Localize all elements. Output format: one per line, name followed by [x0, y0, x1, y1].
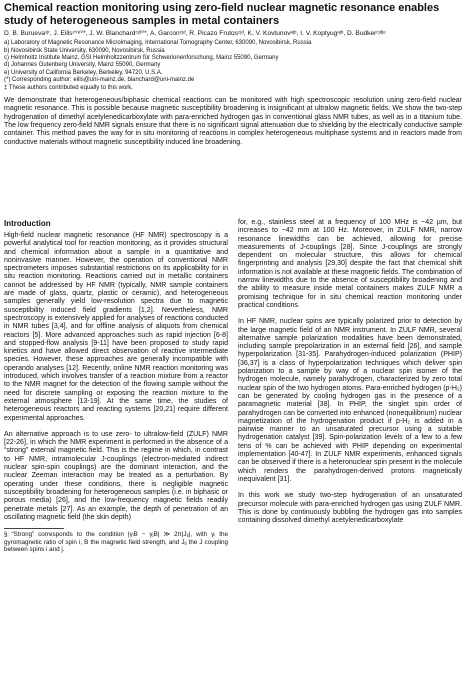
- corresponding-author: (*) Corresponding author: eills@uni-mainz.de, blanchard@uni-mainz.de: [4, 77, 195, 84]
- body-columns: [4, 219, 462, 699]
- author-list: D. B. Burueva¹ʲʳ, J. Eillsᶜⱽᵉⱽ*, J. W. Blanchardᶜʲᵈⱽ*, A. Garconᶜʲᵈ, R. Picazo Frutosᶜʲᵈ, K. V. Kovtunovᵃʲᵇ, I. V. Koptyugᵃʲᵇ, D. Budkerᶜʲᵈʲᵉ: [4, 30, 386, 37]
- affiliation-d: d) Johannes Gutenberg University, Mainz 55090, Germany: [4, 62, 161, 69]
- footnote: § “Strong” corresponds to the condition |γᵢB − γⱼB| ≫ 2π|Jᵢⱼ|, with γᵢ the gyromagnetic ratio of spin i, B the magnetic field strength, and Jᵢⱼ the J coupling between spins i and j.: [4, 531, 228, 554]
- paper-title: Chemical reaction monitoring using zero-field nuclear magnetic resonance enables study of heterogeneous samples in metal containers: [4, 2, 440, 27]
- left-column: [4, 219, 228, 554]
- footnote-divider: [4, 528, 64, 529]
- affiliation-c: c) Helmholtz Institute Mainz, GSI Helmholtzzentrum für Schwerionenforschung, Mainz 55090, Germany: [4, 55, 279, 62]
- intro-paragraph-4: In HF NMR, nuclear spins are typically polarized prior to detection by the large magnetic field of an NMR instrument. In ZULF NMR, several alternative sample polarization modalities have been demonstrated, including sample prepolarization in an external field [26], and sample hyperpolarization [31-35]. Parahydrogen-induced polarization (PHIP) [36,37] is a class of hyperpolarization techniques which deliver spin polarization to a sample by way of a nuclear spin isomer of the hydrogen molecule, namely parahydrogen, characterized by zero total nuclear spin of the two hydrogen atoms. Para-enriched hydrogen (p-H₂) can be generated by cooling hydrogen gas in the presence of a paramagnetic material [38]. In PHIP, the singlet spin order of parahydrogen can be converted into enhanced (nonequilibrium) nuclear magnetization of the hydrogenation product if p-H₂ is added in a pairwise manner to an unsaturated precursor using a suitable hydrogenation catalyst [39]. Spin-polarization levels of a few to a few tens of % can be achieved with PHIP depending on experimental implementation [40-47]. In ZULF NMR experiments, enhanced signals can be observed if there is a heteronuclear spin present in the molecule which renders the parahydrogen-derived protons magnetically inequivalent [31].: [238, 318, 462, 483]
- equal-contribution-note: ‡ These authors contributed equally to this work.: [4, 84, 133, 91]
- abstract: We demonstrate that heterogeneous/biphasic chemical reactions can be monitored with high spectroscopic resolution using zero-field nuclear magnetic resonance. This is possible because magnetic susceptibility broadening is insignificant at ultralow magnetic fields. We show the two-step hydrogenation of dimethyl acetylenedicarboxylate with para-enriched hydrogen gas in conventional glass NMR tubes, as well as in a titanium tube. The low frequency zero-field NMR signals ensure that there is no significant signal attenuation due to shielding by the electrically conductive sample container. This method paves the way for in situ monitoring of reactions in complex heterogeneous multiphase systems and in reactors made from conductive materials without magnetic susceptibility induced line broadening.: [4, 97, 462, 146]
- section-title-introduction: Introduction: [4, 219, 51, 228]
- affiliation-e: e) University of California Berkeley, Berkeley, 94720, U.S.A.: [4, 69, 163, 76]
- affiliation-a: a) Laboratory of Magnetic Resonance Microimaging, International Tomography Center, 630090, Novosibirsk, Russia: [4, 40, 312, 47]
- intro-paragraph-1: High-field nuclear magnetic resonance (HF NMR) spectroscopy is a powerful analytical tool for reaction monitoring, as it provides structural and chemical information about a sample in a quantitative and noninvasive manner. However, the operation of conventional NMR spectrometers imposes substantial restrictions on its applicability for in situ reaction monitoring. Reactions carried out in metallic containers cannot be addressed by HF NMR (typically, NMR sample containers are made of glass, quartz, plastic or ceramic), and heterogeneous samples generally yield low-resolution spectra due to magnetic susceptibility induced field gradients [1,2]. Nevertheless, NMR spectroscopy is extensively applied for analyses of reactions conducted in NMR tubes [3,4], and for offline analysis of aliquots from chemical reactors [5]. More advanced approaches such as rapid injection [6-8] and stopped-flow analysis [9-11] have been proposed to study rapid kinetics and have allowed direct observation of reactive intermediate species. However, these approaches are generally incompatible with operando analyses [12]. Recently, online NMR reaction monitoring was introduced, which involves transfer of a reaction mixture from a reactor to the NMR magnet for the detection of the flowing sample without the need for discrete sampling or exposing the reaction mixture to the external atmosphere [13-19]. At the same time, the studies of heterogeneous reactors and reacting systems [20,21] require different experimental approaches.: [4, 232, 228, 422]
- right-column: [238, 219, 462, 528]
- affiliation-b: b) Novosibirsk State University, 630090, Novosibirsk, Russia: [4, 47, 165, 54]
- affiliations: [4, 40, 462, 92]
- intro-paragraph-2: An alternative approach is to use zero- to ultralow-field (ZULF) NMR [22-26], in which the NMR experiment is performed in the absence of a “strong” external magnetic field. This is the regime in which, in contrast to HF NMR, intramolecular J-couplings (electron-mediated indirect nuclear spin-spin couplings) are the dominant interaction, and the nuclear Zeeman interaction may be treated as a perturbation. By operating under these conditions, there is negligible magnetic susceptibility broadening for heterogeneous samples (i.e. in biphasic or porous media) [26], and the low-frequency magnetic fields readily penetrate metals [27]. As an example, the depth of penetration of an oscillating magnetic field (the skin depth): [4, 430, 228, 521]
- intro-paragraph-3: for, e.g., stainless steel at a frequency of 100 MHz is ~42 µm, but increases to ~42 mm at 100 Hz. Moreover, in ZULF NMR, narrow resonance linewidths can be achieved, allowing for precise measurements of J-couplings [28]. Since J-couplings are strongly dependent on molecular structure, this allows for chemical fingerprinting and analysis [29,30] despite the fact that chemical shift information is not available at these magnetic fields. The combination of narrow linewidths due to the absence of susceptibility broadening and the ability to measure inside metal containers makes ZULF NMR a promising technique for in situ chemical reaction monitoring under practical conditions.: [238, 219, 462, 309]
- intro-paragraph-5: In this work we study two-step hydrogenation of an unsaturated precursor molecule with para-enriched hydrogen gas using ZULF NMR. This is done by continuously bubbling the hydrogen gas into samples containing dissolved dimethyl acetylenedicarboxylate: [238, 492, 462, 525]
